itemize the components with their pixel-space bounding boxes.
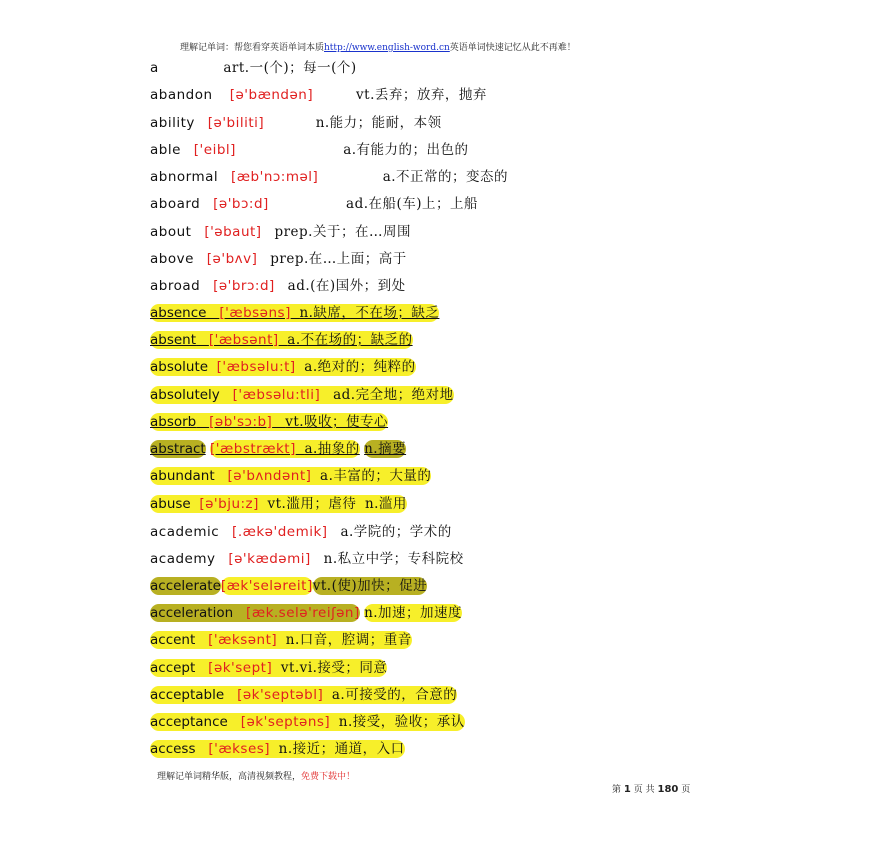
entry-definition: a.学院的；学术的 (340, 524, 452, 541)
list-item (150, 736, 750, 763)
list-item (150, 109, 750, 136)
entry-definition: n.加速；加速度 (364, 604, 463, 621)
entry-phonetic: ['æbsəns] (219, 304, 291, 321)
highlighted-entry (150, 686, 457, 704)
entry-word: abnormal (150, 169, 219, 186)
list-item (150, 545, 750, 572)
list-item (150, 354, 750, 381)
entry-word: academic (150, 524, 220, 541)
entry-word: abstract (150, 441, 206, 458)
highlighted-entry (150, 386, 454, 404)
entry-phonetic: [.ækə'demik] (232, 524, 328, 541)
entry-definition: a.有能力的；出色的 (343, 141, 469, 158)
entry-word: about (150, 223, 192, 240)
list-item (150, 627, 750, 654)
list-item (150, 218, 750, 245)
page-label: 页 (681, 785, 691, 795)
entry-word: academy (150, 551, 216, 568)
entry-word: absence (150, 304, 207, 321)
entry-phonetic: [ə'bændən] (229, 87, 314, 104)
entry-phonetic: [ə'kædəmi] (228, 551, 311, 568)
entry-phonetic: [ək'septəns] (240, 714, 331, 731)
entry-word: access (150, 741, 196, 758)
list-item (150, 491, 750, 518)
entry-definition: n.私立中学；专科院校 (323, 551, 464, 568)
entry-definition: ad.完全地；绝对地 (333, 386, 454, 403)
highlighted-entry (150, 631, 412, 649)
highlighted-entry (150, 577, 221, 595)
entry-phonetic: ['eibl] (193, 141, 236, 158)
entry-word: above (150, 251, 194, 268)
entry-phonetic: [ə'brɔ:d] (213, 278, 275, 295)
entry-word: acceleration (150, 604, 234, 621)
highlighted-entry (150, 740, 405, 758)
page-label: 第 (612, 785, 622, 795)
entry-word: abuse (150, 495, 191, 512)
list-item (150, 682, 750, 709)
page-label: 页 共 (633, 785, 655, 795)
entry-definition: vt.(使)加快；促进 (312, 577, 428, 594)
list-item (150, 136, 750, 163)
entry-phonetic: [æk'seləreit] (220, 577, 313, 594)
entry-definition: a.不在场的；缺乏的 (287, 331, 413, 348)
list-item (150, 518, 750, 545)
page-total: 180 (657, 784, 679, 795)
entry-phonetic: [æk.selə'reiʃən] (246, 604, 360, 621)
page-footer (157, 769, 355, 782)
entry-phonetic: [ə'bʌv] (206, 251, 258, 268)
highlighted-entry (150, 358, 416, 376)
list-item (150, 81, 750, 108)
footer-download-text: 免费下载中！ (301, 772, 356, 782)
entry-definition: vt.吸收；使专心 (285, 413, 389, 430)
entry-word: absorb (150, 413, 197, 430)
entry-word: absolutely (150, 386, 220, 403)
highlighted-entry (150, 331, 413, 349)
entry-definition: n.能力；能耐，本领 (315, 114, 442, 131)
highlighted-entry (150, 467, 431, 485)
entry-phonetic: [ə'bɔ:d] (213, 196, 269, 213)
entry-word: acceptance (150, 714, 228, 731)
header-text-after: 英语单词快速记忆从此不再难！ (449, 43, 576, 53)
page-header (180, 40, 576, 53)
list-item (150, 300, 750, 327)
entry-definition: a.抽象的 (304, 441, 360, 458)
page-current: 1 (623, 784, 631, 795)
entry-word: abandon (150, 87, 213, 104)
vocabulary-list (150, 54, 750, 764)
entry-phonetic: ['æbsənt] (208, 331, 279, 348)
entry-definition: a.不正常的；变态的 (382, 169, 509, 186)
highlighted-entry (150, 304, 439, 322)
list-item (150, 190, 750, 217)
entry-definition: ad.(在)国外；到处 (287, 278, 406, 295)
entry-word: absolute (150, 359, 209, 376)
list-item (150, 655, 750, 682)
entry-phonetic: ['æbsəlu:tli] (232, 386, 321, 403)
highlighted-entry (150, 659, 387, 677)
entry-phonetic: [ə'bju:z] (199, 495, 259, 512)
highlighted-entry (221, 577, 313, 595)
list-item (150, 382, 750, 409)
entry-phonetic: ['æksənt] (208, 632, 278, 649)
entry-word: absent (150, 331, 197, 348)
list-item (150, 436, 750, 463)
entry-definition: n.缺席，不在场；缺乏 (299, 304, 440, 321)
entry-definition: a.丰富的；大量的 (320, 468, 432, 485)
entry-phonetic: [ək'septəbl] (237, 686, 324, 703)
list-item (150, 600, 750, 627)
entry-definition: a.绝对的；纯粹的 (304, 359, 416, 376)
entry-definition: ad.在船(车)上；上船 (346, 196, 479, 213)
entry-word: abundant (150, 468, 215, 485)
highlighted-entry (210, 440, 360, 458)
list-item (150, 709, 750, 736)
list-item (150, 573, 750, 600)
entry-word: accept (150, 659, 196, 676)
entry-definition: prep.在…上面；高于 (270, 251, 407, 268)
entry-definition: art.一(个)；每一(个) (223, 60, 357, 76)
entry-phonetic: ['æbsəlu:t] (216, 359, 296, 376)
entry-definition-2: n.滥用 (364, 495, 407, 512)
entry-phonetic: [ə'bʌndənt] (227, 468, 312, 485)
highlighted-entry (150, 440, 206, 458)
highlighted-entry (150, 604, 360, 622)
entry-word: a (150, 60, 159, 76)
entry-phonetic: ['ækses] (208, 741, 271, 758)
entry-word: acceptable (150, 686, 225, 703)
entry-definition: n.口音，腔调；重音 (285, 632, 412, 649)
list-item (150, 409, 750, 436)
list-item (150, 272, 750, 299)
highlighted-entry (364, 440, 406, 458)
highlighted-entry (364, 604, 462, 622)
entry-word: aboard (150, 196, 201, 213)
entry-phonetic: [ək'sept] (208, 659, 273, 676)
list-item (150, 163, 750, 190)
header-link[interactable]: http://www.english-word.cn (324, 43, 450, 53)
footer-text: 理解记单词精华版，高清视频教程， (157, 772, 302, 782)
entry-definition: vt.滥用；虐待 (267, 495, 357, 512)
entry-definition: n.接近；通道，入口 (278, 741, 405, 758)
list-item (150, 463, 750, 490)
entry-phonetic: ['æbstrækt] (210, 441, 296, 458)
highlighted-entry (150, 413, 388, 431)
entry-definition: prep.关于；在…周围 (274, 223, 411, 240)
highlighted-entry (150, 713, 465, 731)
entry-word: accelerate (150, 577, 221, 594)
list-item (150, 327, 750, 354)
header-text: 理解记单词：帮您看穿英语单词本质 (180, 43, 325, 53)
highlighted-entry (313, 577, 427, 595)
entry-definition: vt.丢弃；放弃，抛弃 (356, 87, 487, 104)
page-number (612, 782, 690, 795)
entry-word: ability (150, 114, 195, 131)
list-item (150, 54, 750, 81)
entry-definition: n.接受，验收；承认 (338, 714, 465, 731)
highlighted-entry (150, 495, 407, 513)
entry-phonetic: [æb'nɔ:məl] (231, 169, 319, 186)
entry-phonetic: [ə'biliti] (207, 114, 265, 131)
entry-word: accent (150, 632, 196, 649)
entry-definition-2: n.摘要 (364, 441, 407, 458)
entry-definition: vt.vi.接受；同意 (280, 659, 388, 676)
entry-word: abroad (150, 278, 201, 295)
entry-phonetic: [əb'sɔ:b] (209, 413, 273, 430)
list-item (150, 245, 750, 272)
entry-word: able (150, 141, 181, 158)
entry-phonetic: ['əbaut] (204, 223, 262, 240)
entry-definition: a.可接受的，合意的 (331, 686, 458, 703)
